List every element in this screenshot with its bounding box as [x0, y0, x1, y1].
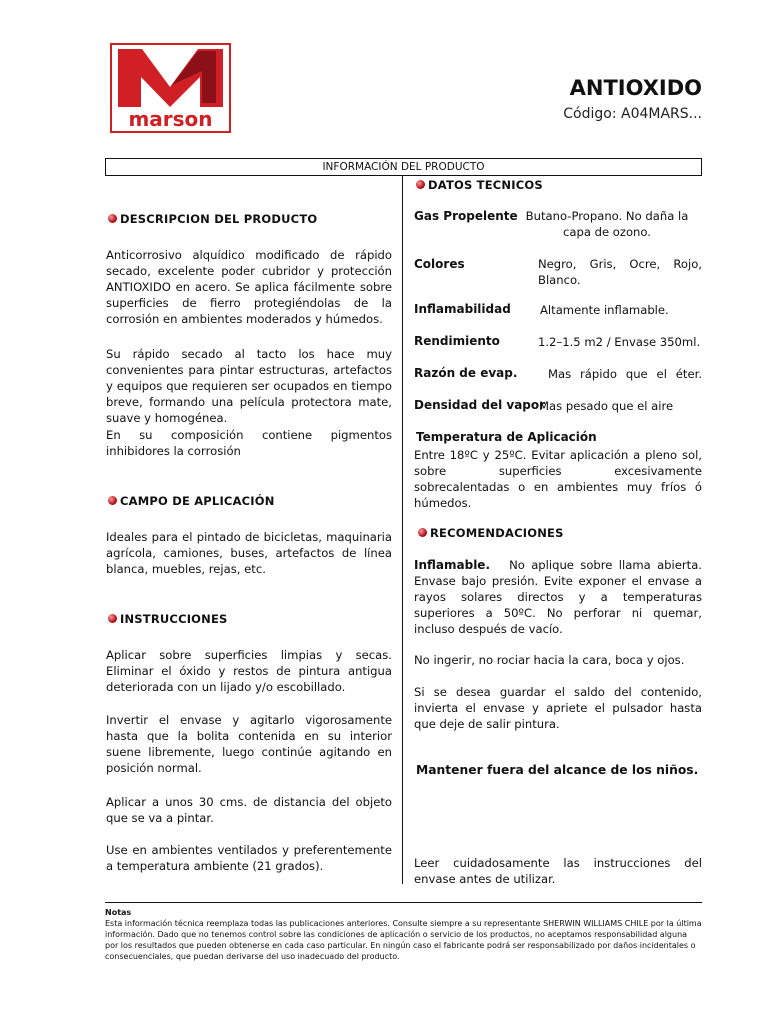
colores-label: Colores: [414, 257, 465, 271]
instrucciones-heading: INSTRUCCIONES: [108, 612, 228, 626]
marson-logo: [110, 43, 231, 133]
inflamabilidad-value: Altamente inflamable.: [540, 303, 669, 317]
recomendaciones-heading: RECOMENDACIONES: [418, 526, 564, 540]
instrucciones-paragraph-4: Use en ambientes ventilados y preferentemente a temperatura ambiente (21 grados).: [106, 843, 392, 873]
inflamable-text: No aplique sobre llama abierta. Envase bajo presión. Evite exponer el envase a rayos solares directos y a temperaturas superiores a 50ºC. No perforar ni quemar, incluso después de vacío.: [414, 558, 702, 636]
logo-graphic: [112, 45, 229, 131]
descripcion-paragraph-3: En su composición contiene pigmentos inhibidores la corrosión: [106, 428, 392, 458]
campo-paragraph: Ideales para el pintado de bicicletas, maquinaria agrícola, camiones, buses, artefactos de línea blanca, muebles, rejas, etc.: [106, 530, 392, 576]
product-code: Código: A04MARS...: [563, 106, 702, 122]
inflamable-paragraph: [414, 557, 702, 637]
notes-section: [105, 907, 702, 962]
bullet-icon: [108, 214, 117, 223]
column-divider: [402, 176, 403, 884]
instrucciones-paragraph-1: Aplicar sobre superficies limpias y secas. Eliminar el óxido y restos de pintura antigua deteriorada con un lijado y/o escobillado.: [106, 648, 392, 694]
datos-heading: DATOS TECNICOS: [416, 178, 543, 192]
rendimiento-label: Rendimiento: [414, 334, 500, 348]
bullet-icon: [108, 614, 117, 623]
colores-value: Negro, Gris, Ocre, Rojo, Blanco.: [538, 257, 702, 287]
bullet-icon: [418, 528, 427, 537]
footer-rule: [105, 902, 702, 903]
gas-value: Butano-Propano. No daña la capa de ozono.: [525, 209, 689, 239]
page-title: ANTIOXIDO: [569, 76, 702, 100]
densidad-label: Densidad del vapor: [414, 398, 546, 412]
inflamable-label: Inflamable.: [414, 558, 491, 572]
razon-label: Razón de evap.: [414, 366, 518, 380]
gas-label: Gas Propelente: [414, 209, 518, 223]
densidad-value: Mas pesado que el aire: [539, 399, 674, 413]
recomendacion-2: No ingerir, no rociar hacia la cara, boca y ojos.: [414, 653, 685, 667]
warning-children: Mantener fuera del alcance de los niños.: [416, 763, 699, 777]
section-banner: INFORMACIÓN DEL PRODUCTO: [105, 158, 702, 176]
bullet-icon: [108, 496, 117, 505]
descripcion-heading: DESCRIPCION DEL PRODUCTO: [108, 212, 317, 226]
descripcion-paragraph-1: Anticorrosivo alquídico modificado de rápido secado, excelente poder cubridor y protección ANTIOXIDO en acero. Se aplica fácilmente sobre superficies de fierro protegiéndolas de la corrosión en ambientes moderados y húmedos.: [106, 248, 392, 326]
instrucciones-paragraph-3: Aplicar a unos 30 cms. de distancia del objeto que se va a pintar.: [106, 795, 392, 825]
campo-heading: CAMPO DE APLICACIÓN: [108, 494, 275, 508]
temperatura-value: Entre 18ºC y 25ºC. Evitar aplicación a pleno sol, sobre superficies excesivamente sobrecalentadas o en ambientes muy fríos ó húmedos.: [414, 448, 702, 510]
recomendacion-3: Si se desea guardar el saldo del contenido, invierta el envase y apriete el pulsador hasta que deje de salir pintura.: [414, 685, 702, 731]
temperatura-label: Temperatura de Aplicación: [416, 430, 597, 444]
notes-text: Esta información técnica reemplaza todas las publicaciones anteriores. Consulte siempre a su representante SHERWIN WILLIAMS CHILE por la última información. Dado que no tenemos control sobre las condiciones de aplicación o servicio de los productos, no aceptamos responsabilidad alguna por los resultados que pueden obtenerse en cada caso particular. En ningún caso el fabricante podrá ser responsabilizado por daños incidentales o consecuenciales, que puedan derivarse del uso inadecuado del producto.: [105, 919, 702, 961]
logo-wordmark: marson: [128, 107, 213, 131]
rendimiento-value: 1.2–1.5 m2 / Envase 350ml.: [538, 335, 701, 349]
notes-heading: Notas: [105, 908, 132, 917]
razon-value: Mas rápido que el éter.: [548, 367, 702, 381]
inflamabilidad-label: Inflamabilidad: [414, 302, 511, 316]
recomendacion-5: Leer cuidadosamente las instrucciones del envase antes de utilizar.: [414, 856, 702, 886]
bullet-icon: [416, 180, 425, 189]
descripcion-paragraph-2: Su rápido secado al tacto los hace muy convenientes para pintar estructuras, artefactos y equipos que requieren ser ocupados en tiempo breve, formando una película protectora mate, suave y homogénea.: [106, 347, 392, 425]
instrucciones-paragraph-2: Invertir el envase y agitarlo vigorosamente hasta que la bolita contenida en su interior suene libremente, luego continúe agitando en posición normal.: [106, 713, 392, 775]
